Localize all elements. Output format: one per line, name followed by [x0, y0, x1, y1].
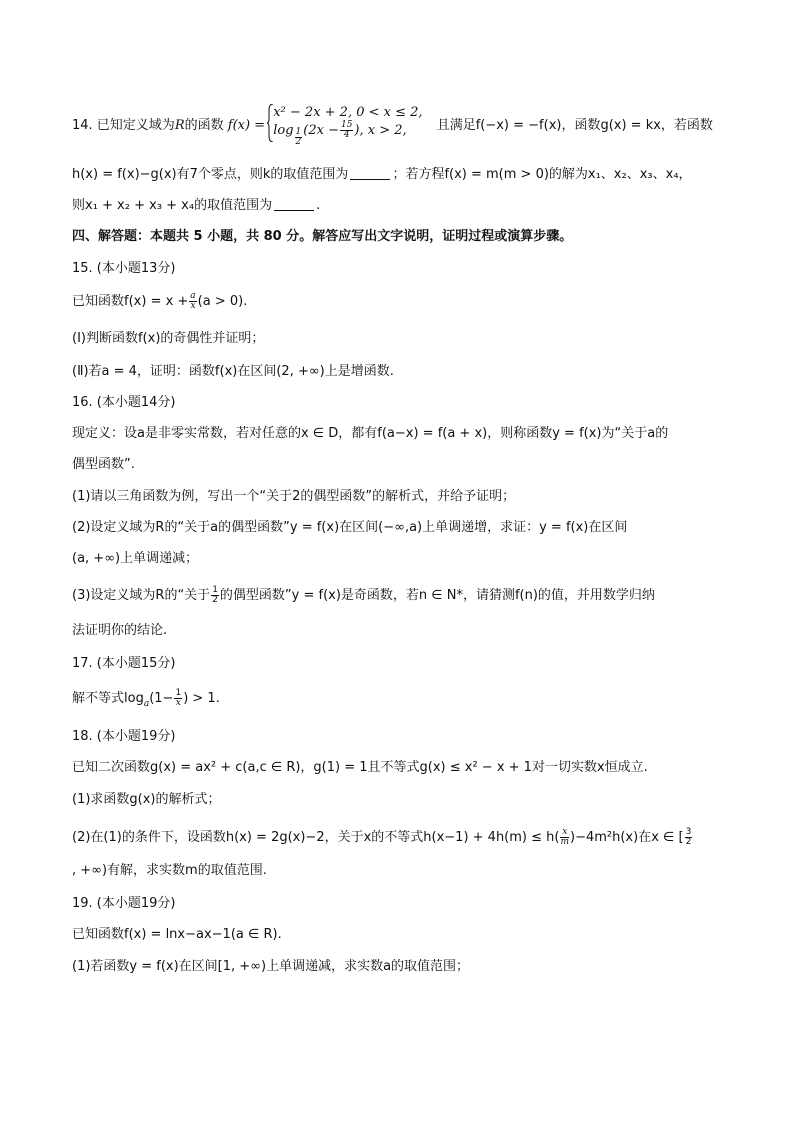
- q14-domain-r: R: [174, 118, 185, 133]
- q14-sum-text: 则x₁ + x₂ + x₃ + x₄的取值范围为: [72, 198, 273, 213]
- q14-line2: [72, 166, 692, 184]
- q16-part2-line1: (2)设定义域为R的“关于a的偶型函数”y = f(x)在区间(−∞,a)上单调递增，求证：y = f(x)在区间: [72, 520, 628, 535]
- q14-blank-1[interactable]: [350, 167, 390, 180]
- q14-mid: 的函数: [184, 118, 224, 133]
- q14-fx: f(x) =: [227, 118, 266, 133]
- q18-part1: (1)求函数g(x)的解析式；: [72, 792, 221, 807]
- q19-part1: (1)若函数y = f(x)在区间[1, +∞)上单调递减，求实数a的取值范围；: [72, 959, 470, 974]
- q18-stem: 已知二次函数g(x) = ax² + c(a,c ∈ R)，g(1) = 1且不等式g(x) ≤ x² − x + 1对一切实数x恒成立.: [72, 760, 648, 775]
- q14-prefix: 14. 已知定义域为: [72, 118, 175, 133]
- q14-case1: x² − 2x + 2, 0 < x ≤ 2,: [273, 105, 423, 120]
- q14-condition: 且满足f(−x) = −f(x)，函数g(x) = kx，若函数: [436, 118, 713, 133]
- q19-stem: 已知函数f(x) = lnx−ax−1(a ∈ R).: [72, 927, 282, 942]
- q19-title: 19. (本小题19分): [72, 896, 176, 911]
- q16-part3-line2: 法证明你的结论.: [72, 623, 168, 638]
- q14-piecewise: [273, 104, 422, 147]
- q15-title: 15. (本小题13分): [72, 261, 176, 276]
- q14-case2: log $\frac{1}{2}$ (2x − $\frac{15}{4}$ ), x > 2,: [273, 120, 407, 147]
- q16-part3-line1: (3)设定义域为R的“关于 $\frac{1}{2}$ 的偶型函数”y = f(x)是奇函数，若n ∈ N*，请猜测f(n)的值，并用数学归纳: [72, 585, 655, 605]
- q15-part2: (Ⅱ)若a = 4，证明：函数f(x)在区间(2, +∞)上是增函数.: [72, 364, 394, 379]
- q14-line3: 则x₁ + x₂ + x₃ + x₄的取值范围为 .: [72, 198, 321, 213]
- q18-part2-line2: , +∞)有解，求实数m的取值范围.: [72, 863, 267, 878]
- q18-part2-line1: (2)在(1)的条件下，设函数h(x) = 2g(x)−2，关于x的不等式h(x−1) + 4h(m) ≤ h( $\frac{x}{m}$ )−4m²h(x)在x ∈ [ $\frac{3}{2}$: [72, 827, 692, 847]
- q14-roots-text: ；若方程f(x) = m(m > 0)的解为x₁、x₂、x₃、x₄，: [392, 167, 692, 182]
- section-heading: 四、解答题：本题共 5 小题，共 80 分。解答应写出文字说明，证明过程或演算步骤。: [72, 229, 573, 244]
- brace-icon: [267, 104, 273, 142]
- q16-part2-line2: (a, +∞)上单调递减；: [72, 551, 199, 566]
- q14-line1: [72, 104, 713, 147]
- q16-def-line2: 偶型函数”.: [72, 457, 135, 472]
- q16-part1: (1)请以三角函数为例，写出一个“关于2的偶型函数”的解析式，并给予证明；: [72, 489, 516, 504]
- q15-stem: 已知函数f(x) = x + $\frac{a}{x}$ (a > 0).: [72, 291, 248, 311]
- q14-blank-2[interactable]: [274, 198, 314, 211]
- q17-title: 17. (本小题15分): [72, 656, 176, 671]
- q17-stem: 解不等式$\log_a(1-$ $\frac{1}{x}$ ) > 1.: [72, 688, 220, 709]
- q14-zeros-text: h(x) = f(x)−g(x)有7个零点，则k的取值范围为: [72, 167, 349, 182]
- q16-title: 16. (本小题14分): [72, 395, 176, 410]
- q16-def-line1: 现定义：设a是非零实常数，若对任意的x ∈ D，都有f(a−x) = f(a + x)，则称函数y = f(x)为“关于a的: [72, 426, 669, 441]
- q18-title: 18. (本小题19分): [72, 729, 176, 744]
- q15-part1: (Ⅰ)判断函数f(x)的奇偶性并证明；: [72, 331, 265, 346]
